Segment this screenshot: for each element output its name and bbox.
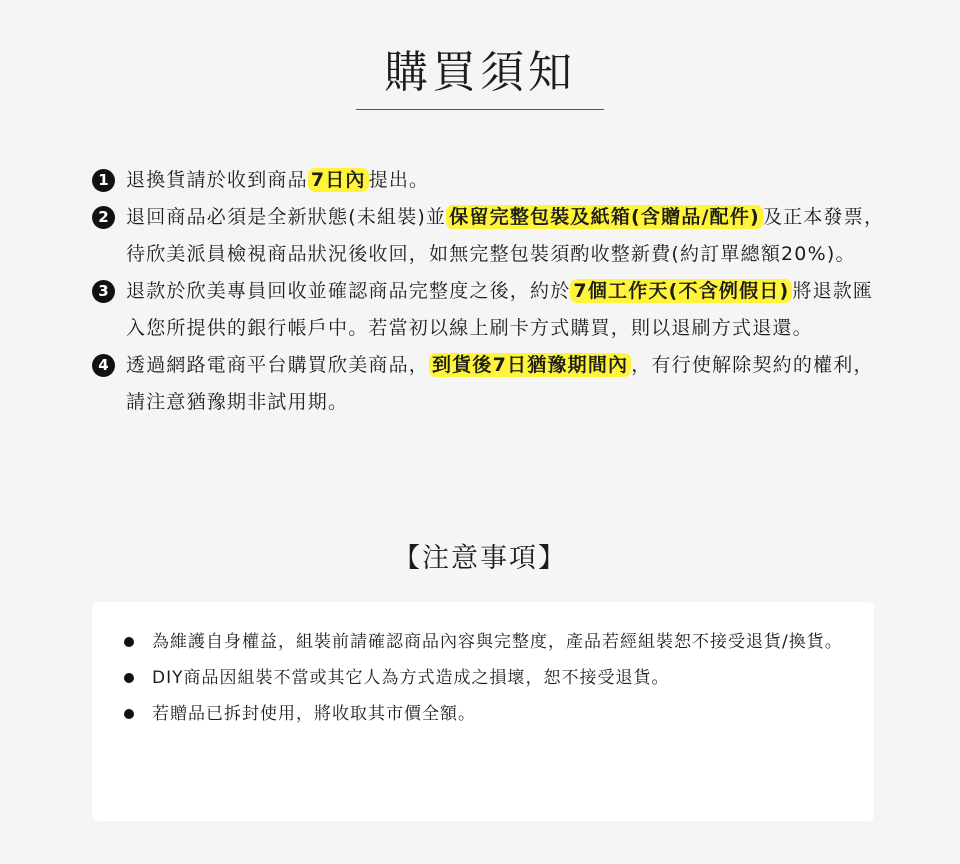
purchase-notice-list <box>92 162 892 421</box>
notice-text: 退換貨請於收到商品 <box>126 169 308 191</box>
bullet-icon <box>124 637 134 647</box>
notice-text: 提出。 <box>368 169 430 191</box>
page-title: 購買須知 <box>384 47 576 98</box>
number-badge-icon: 3 <box>92 280 115 303</box>
notice-item-3 <box>92 273 892 347</box>
notice-text: 將退款匯入您所提供的銀行帳戶中。若當初以線上刷卡方式購買，則以退刷方式退還。 <box>126 280 874 339</box>
note-text: 若贈品已拆封使用，將收取其市價全額。 <box>152 704 476 724</box>
notice-highlight: 保留完整包裝及紙箱(含贈品/配件) <box>446 205 763 229</box>
notice-text: 退款於欣美專員回收並確認商品完整度之後，約於 <box>126 280 571 302</box>
number-badge-icon: 4 <box>92 354 115 377</box>
title-divider <box>356 109 604 110</box>
notice-item-2 <box>92 199 892 273</box>
notes-list <box>124 624 844 732</box>
number-badge-icon: 2 <box>92 206 115 229</box>
notice-highlight: 7個工作天(不含例假日) <box>570 279 792 303</box>
number-badge-icon: 1 <box>92 169 115 192</box>
notice-item-4 <box>92 347 892 421</box>
notice-text: 及正本發票，待欣美派員檢視商品狀況後收回，如無完整包裝須酌收整新費(約訂單總額20%)。 <box>126 206 885 265</box>
notes-card <box>92 602 874 821</box>
notice-highlight: 到貨後7日猶豫期間內 <box>429 353 631 377</box>
note-text: 為維護自身權益，組裝前請確認商品內容與完整度，產品若經組裝恕不接受退貨/換貨。 <box>152 632 843 652</box>
bullet-icon <box>124 673 134 683</box>
notice-text: 退回商品必須是全新狀態(未組裝)並 <box>126 206 447 228</box>
notes-heading: 【注意事項】 <box>393 543 567 574</box>
notice-item-1 <box>92 162 892 199</box>
notice-text: ，有行使解除契約的權利，請注意猶豫期非試用期。 <box>126 354 874 413</box>
note-item <box>124 624 844 660</box>
note-item <box>124 660 844 696</box>
notice-text: 透過網路電商平台購買欣美商品， <box>126 354 430 376</box>
note-text: DIY商品因組裝不當或其它人為方式造成之損壞，恕不接受退貨。 <box>152 668 670 688</box>
note-item <box>124 696 844 732</box>
notice-highlight: 7日內 <box>308 168 369 192</box>
bullet-icon <box>124 709 134 719</box>
